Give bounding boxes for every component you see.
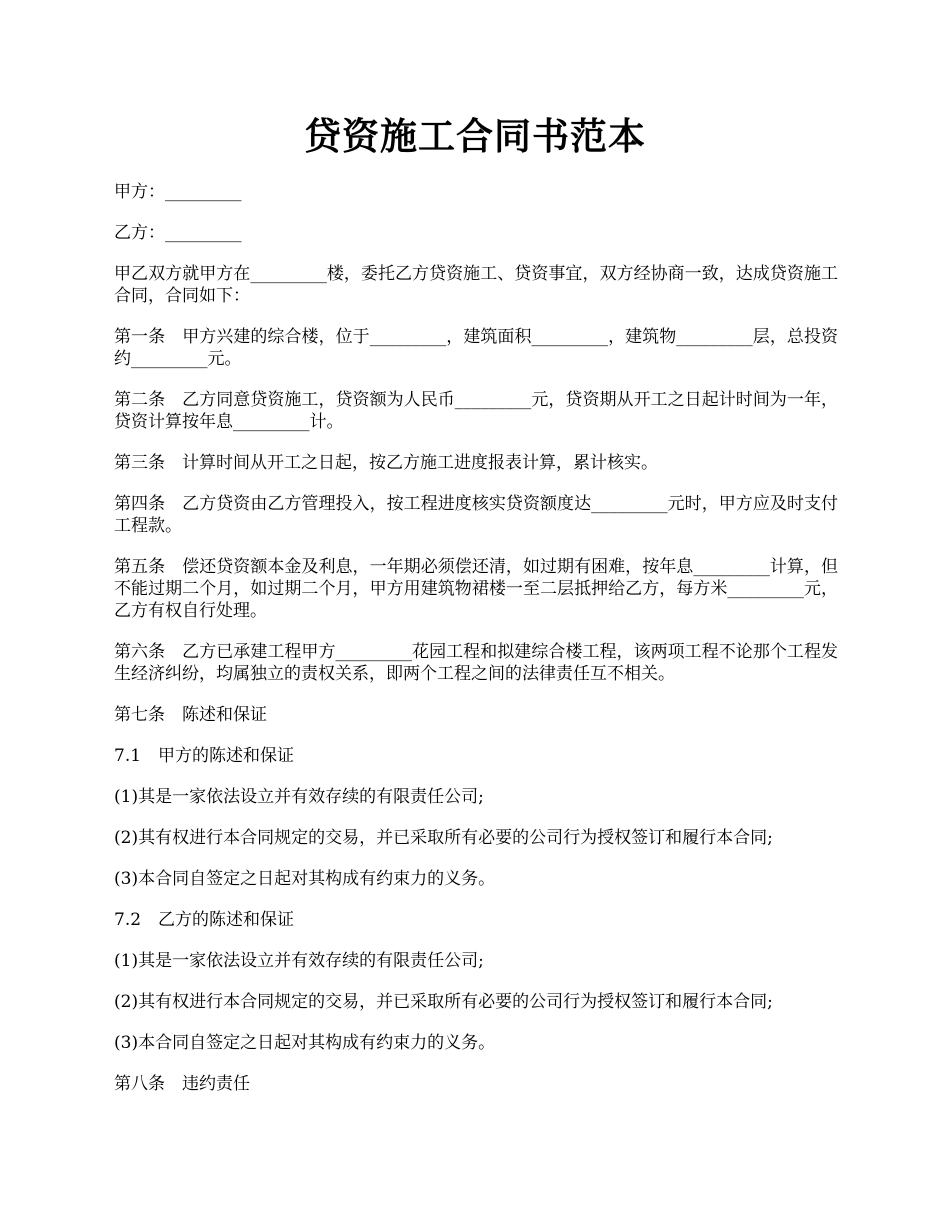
section-7-2-item-3: (3)本合同自签定之日起对其构成有约束力的义务。 [114,1033,496,1053]
preamble-paragraph: 甲乙双方就甲方在_________楼，委托乙方贷资施工、贷资事宜，双方经协商一致，达成贷资施工合同，合同如下： [114,264,838,306]
article-2: 第二条 乙方同意贷资施工，贷资额为人民币_________元，贷资期从开工之日起计时间为一年，贷资计算按年息_________计。 [114,390,838,432]
section-7-2-heading: 7.2 乙方的陈述和保证 [114,910,295,930]
article-3: 第三条 计算时间从开工之日起，按乙方施工进度报表计算，累计核实。 [114,453,658,473]
document-body [114,181,838,1114]
article-5: 第五条 偿还贷资额本金及利息，一年期必须偿还清，如过期有困难，按年息_________计算，但不能过期二个月，如过期二个月，甲方用建筑物裙楼一至二层抵押给乙方，每方米_________元，乙方有权自行处理。 [114,557,838,621]
section-7-2-item-1: (1)其是一家依法设立并有效存续的有限责任公司; [114,951,484,971]
party-a-line: 甲方：_________ [114,182,242,202]
section-7-1-heading: 7.1 甲方的陈述和保证 [114,746,295,766]
article-8-heading: 第八条 违约责任 [114,1074,250,1094]
document-title: 贷资施工合同书范本 [304,114,646,158]
party-b-line: 乙方：_________ [114,223,242,243]
article-4: 第四条 乙方贷资由乙方管理投入，按工程进度核实贷资额度达_________元时，甲方应及时支付工程款。 [114,494,838,536]
section-7-1-item-1: (1)其是一家依法设立并有效存续的有限责任公司; [114,787,484,807]
article-1: 第一条 甲方兴建的综合楼，位于_________，建筑面积_________，建筑物_________层，总投资约_________元。 [114,327,838,369]
section-7-2-item-2: (2)其有权进行本合同规定的交易，并已采取所有必要的公司行为授权签订和履行本合同; [114,992,773,1012]
article-7-heading: 第七条 陈述和保证 [114,705,267,725]
article-6: 第六条 乙方已承建工程甲方_________花园工程和拟建综合楼工程，该两项工程不论那个工程发生经济纠纷，均属独立的责权关系，即两个工程之间的法律责任互不相关。 [114,642,838,684]
section-7-1-item-2: (2)其有权进行本合同规定的交易，并已采取所有必要的公司行为授权签订和履行本合同; [114,828,773,848]
section-7-1-item-3: (3)本合同自签定之日起对其构成有约束力的义务。 [114,869,496,889]
